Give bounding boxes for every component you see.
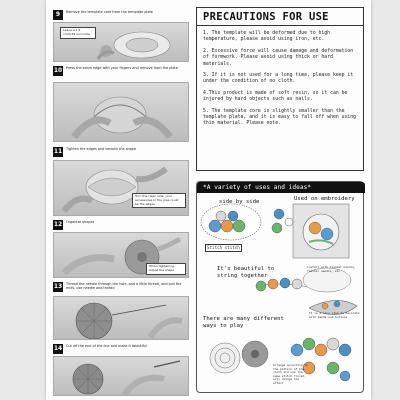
stitch-label: Stitch stitch (207, 245, 240, 250)
step-number: 14 (53, 345, 63, 352)
step-number: 13 (53, 283, 63, 290)
step-9 (53, 10, 189, 20)
step-number: 9 (53, 10, 63, 20)
precautions-box (196, 7, 364, 171)
arrange-note: Arrange according to the pattern of the cloth and use the same stitch finish will change the effect (273, 363, 308, 385)
string-together-label: It's beautiful to string together (217, 266, 275, 279)
step-text: Cut off the end of the line and make it beautiful (66, 344, 147, 348)
side-by-side-label: side by side (219, 199, 260, 205)
uses-ideas-box (196, 181, 364, 393)
step-14 (53, 344, 189, 354)
step-text: Remove the template core from the template plate (66, 10, 153, 14)
step-9-photo (53, 22, 189, 62)
step-13-photo (53, 296, 189, 340)
step-number: 12 (53, 221, 63, 228)
step-10-photo (53, 82, 189, 142)
instruction-sheet (46, 0, 371, 400)
step-text: Thread the needle through the hole, and a little thread, and pull the ends, use needle and thread (66, 282, 182, 291)
precaution-item: 4.This product is made of soft resin, so it can be injured by hard objects such as nails. (203, 90, 348, 103)
step-12 (53, 220, 189, 230)
step-callout: Leave a 1.5 cm/0.59 inch hole (60, 27, 96, 39)
step-column (53, 10, 189, 398)
uses-title: *A variety of uses and ideas* (197, 182, 365, 193)
step-13 (53, 282, 189, 292)
precautions-list (197, 26, 363, 128)
blanket-note: install with blanket needle, feather needle, etc (307, 265, 356, 273)
step-text: Press the seam edge with your fingers and remove from the plate (66, 66, 178, 70)
step-number: 11 (53, 148, 63, 155)
step-12-photo (53, 232, 189, 278)
many-ways-label: There are many different ways to play (203, 316, 284, 329)
precaution-item: 1. The template will be deformed due to high temperature, please avoid using iron, etc. (203, 31, 331, 43)
precaution-item: 5. The template core is slightly smaller than the template plate, and it is easy to fall off when using thin material. Please note. (203, 108, 357, 127)
step-text: Organize shapes (66, 220, 95, 224)
step-callout: When tightening, adjust the shape (146, 263, 186, 275)
precautions-title: PRECAUTIONS FOR USE (197, 8, 363, 26)
embroidery-label: Used on embroidery (294, 196, 355, 202)
step-11 (53, 147, 189, 157)
beads-note: It is a nice idea to decorate with beads and buttons (309, 311, 360, 319)
step-11-photo (53, 160, 189, 216)
step-callout: Turn the clean side, your accessories in the rose could be the edges (132, 193, 186, 208)
precaution-item: 3. If it is not used for a long time, please keep it under the condition of no cloth. (203, 73, 354, 85)
step-14-photo (53, 356, 189, 396)
step-text: Tighten the edges and smooth the shape (66, 147, 136, 151)
step-10 (53, 66, 189, 76)
step-number: 10 (53, 67, 63, 74)
precaution-item: 2. Excessive force will cause damage and deformation of formwork. Please avoid using thick or hard materials. (203, 48, 354, 67)
